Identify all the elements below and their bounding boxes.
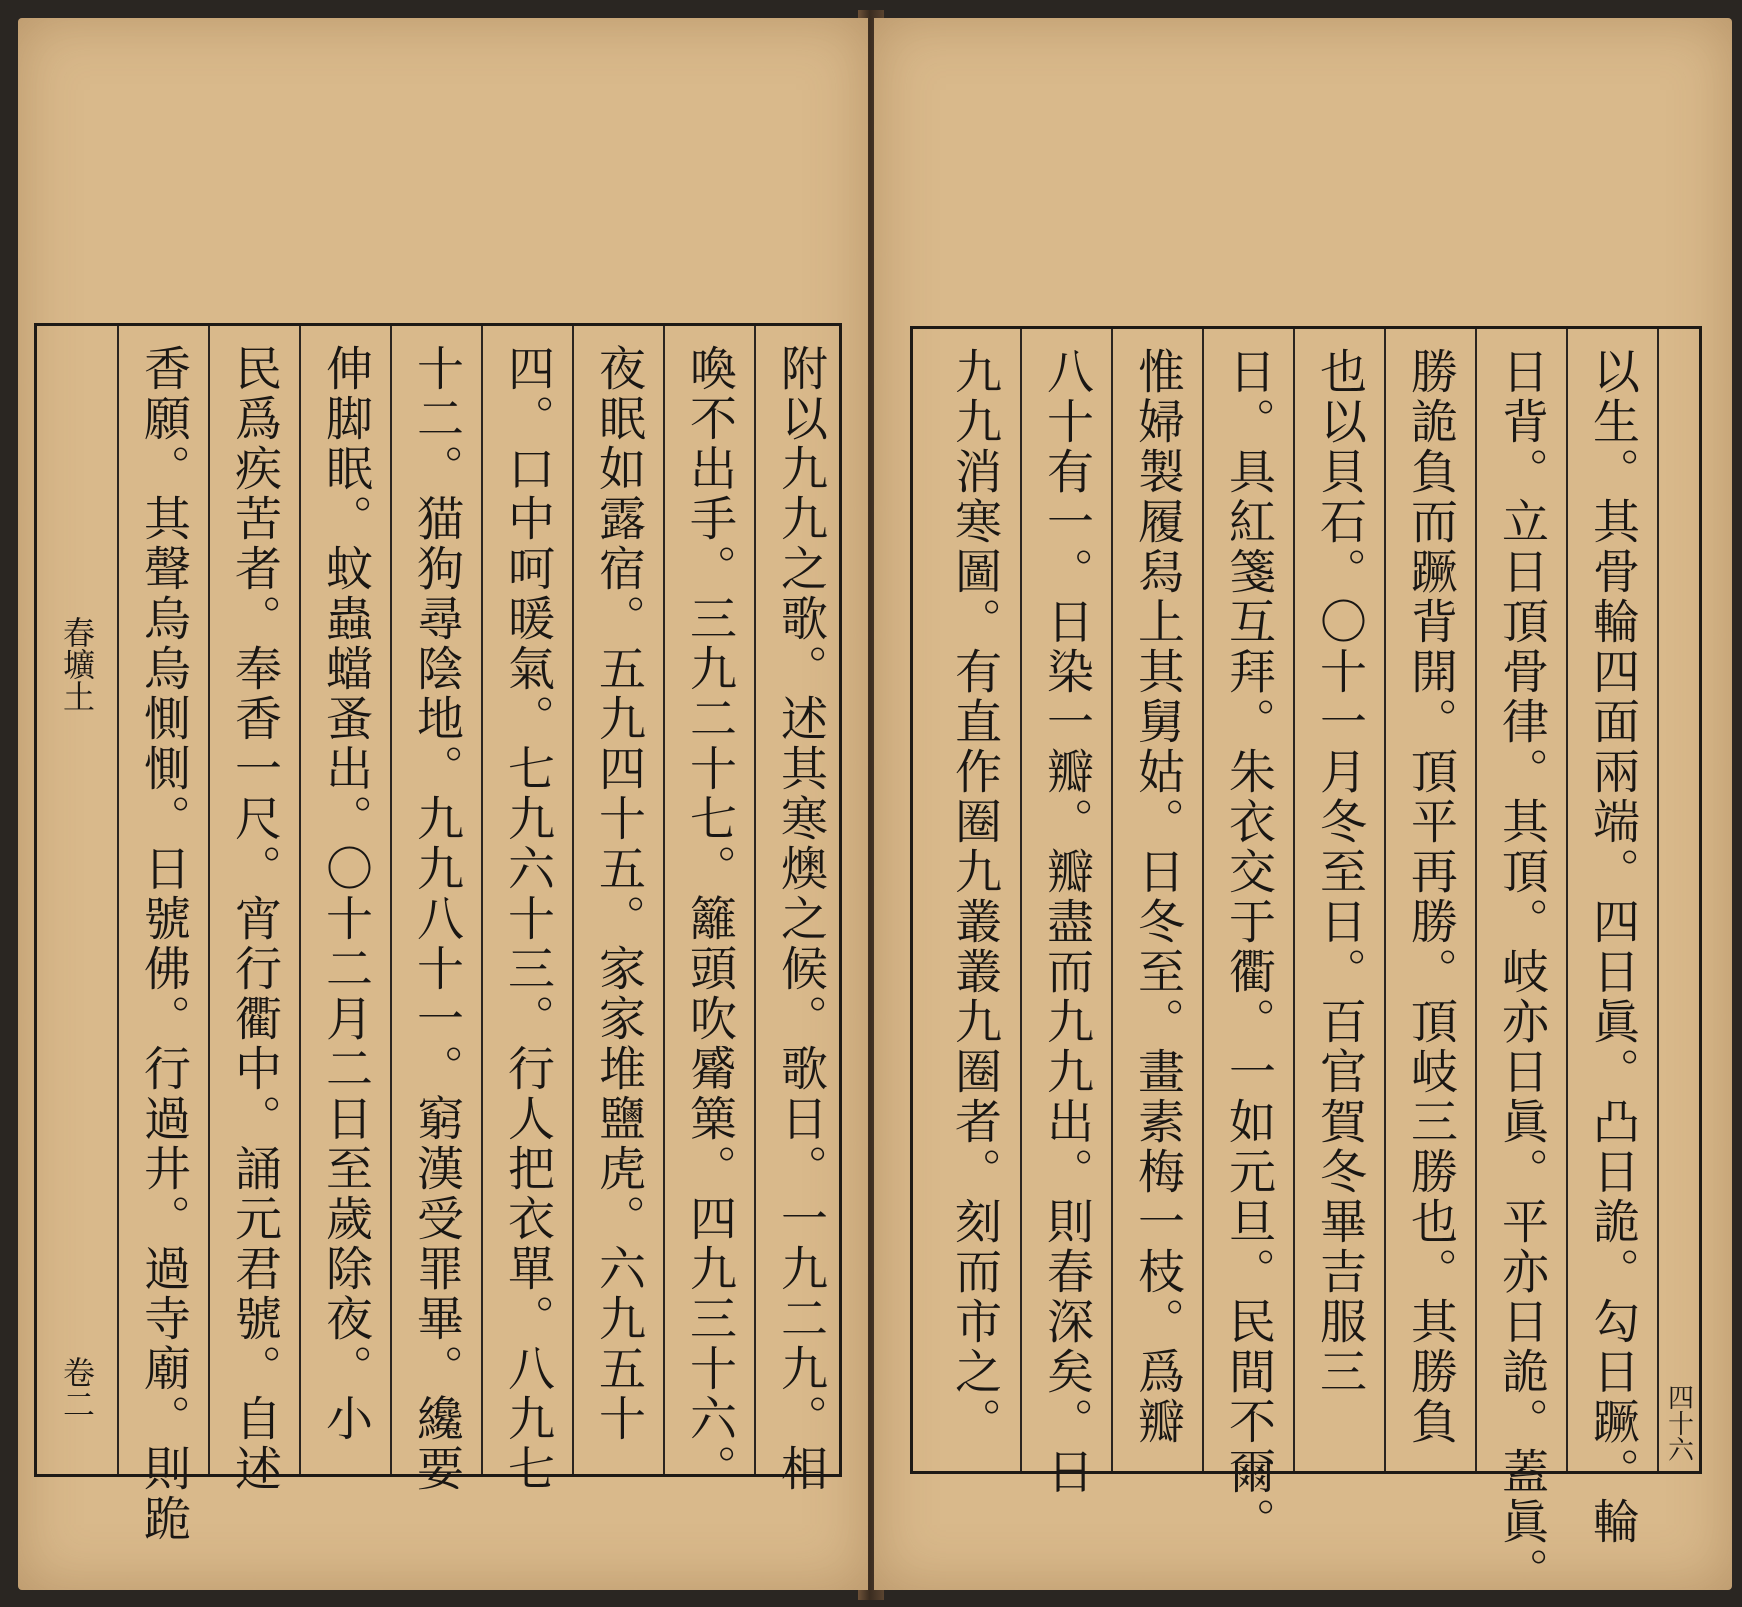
margin-strip — [1657, 329, 1699, 1471]
text-column — [1111, 329, 1202, 1471]
page-number: 四十六 — [1663, 1384, 1694, 1462]
left-text-frame — [34, 323, 842, 1544]
column-text: 十二。猫狗尋陰地。九九八十一。窮漢受罪畢。纔要 — [409, 344, 464, 1494]
column-text: 香願。其聲烏烏惻惻。日號佛。行過井。過寺廟。則跪 — [136, 344, 191, 1544]
column-text: 也以貝石。〇十一月冬至日。百官賀冬畢吉服三 — [1312, 347, 1367, 1397]
column-text: 四。口中呵暖氣。七九六十三。行人把衣單。八九七 — [500, 344, 555, 1494]
column-text: 八十有一。日染一瓣。瓣盡而九九出。則春深矣。日 — [1039, 347, 1094, 1497]
text-column — [390, 326, 481, 1494]
column-text: 日。具紅箋互拜。朱衣交于衢。一如元旦。民間不爾。 — [1221, 347, 1276, 1547]
text-column — [117, 326, 208, 1544]
text-column — [572, 326, 663, 1474]
column-text: 惟婦製履舄上其舅姑。日冬至。畫素梅一枝。爲瓣 — [1130, 347, 1185, 1447]
text-column — [663, 326, 754, 1494]
column-text: 九九消寒圖。有直作圈九叢叢九圈者。刻而市之。 — [947, 347, 1002, 1447]
text-column — [1384, 329, 1475, 1471]
column-text: 民爲疾苦者。奉香一尺。宵行衢中。誦元君號。自述 — [227, 344, 282, 1494]
column-text: 勝詭負而蹶背開。頂平再勝。頂岐三勝也。其勝負 — [1403, 347, 1458, 1447]
text-column — [1293, 329, 1384, 1471]
text-column — [1020, 329, 1111, 1497]
column-text: 伸脚眠。蚊蟲蟷蚤出。〇十二月二日至歲除夜。小 — [318, 344, 373, 1444]
text-column — [754, 326, 845, 1494]
column-text: 以生。其骨輪四面兩端。四日眞。凸日詭。勾日蹶。輪 — [1585, 347, 1640, 1547]
text-column — [929, 329, 1020, 1471]
volume-label: 卷二 — [58, 1356, 96, 1420]
margin-strip — [37, 326, 117, 1474]
margin-title: 春壙土 — [58, 616, 96, 712]
text-column — [481, 326, 572, 1494]
text-column — [208, 326, 299, 1494]
text-column — [1202, 329, 1293, 1547]
column-text: 附以九九之歌。述其寒燠之候。歌日。一九二九。相 — [773, 344, 828, 1494]
text-column — [299, 326, 390, 1474]
column-text: 日背。立日頂骨律。其頂。岐亦日眞。平亦日詭。蓋眞。 — [1494, 347, 1549, 1597]
column-text: 夜眠如露宿。五九四十五。家家堆鹽虎。六九五十 — [591, 344, 646, 1444]
text-column — [1475, 329, 1566, 1597]
text-column — [1566, 329, 1657, 1547]
column-text: 喚不出手。三九二十七。籬頭吹觱篥。四九三十六。 — [682, 344, 737, 1494]
right-text-frame — [910, 326, 1702, 1597]
